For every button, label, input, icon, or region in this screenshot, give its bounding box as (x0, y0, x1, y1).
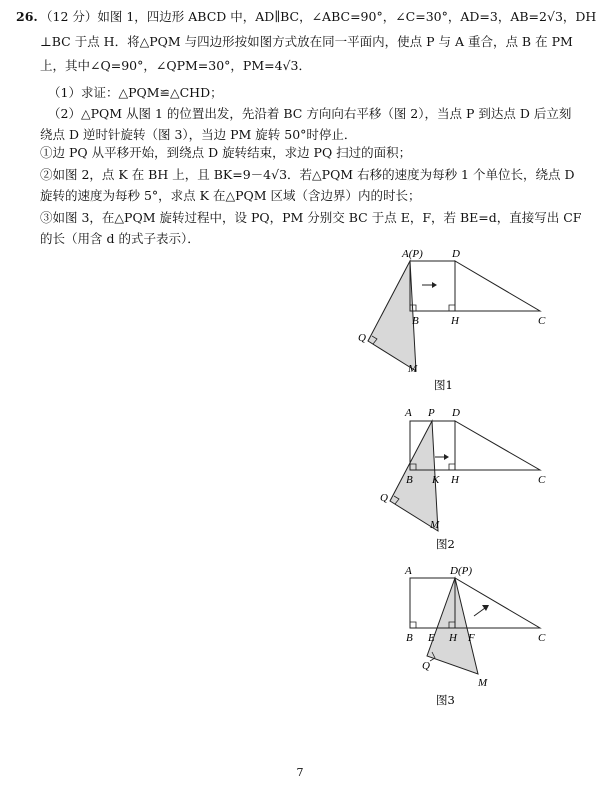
arrow-head-fig1 (432, 282, 437, 288)
label-k: K (432, 474, 440, 486)
label-a: A (405, 407, 412, 419)
sub-question-3-line-1: ③如图 3，在△PQM 旋转过程中，设 PQ，PM 分别交 BC 于点 E，F，若 BE=d，直接写出 CF (40, 210, 582, 225)
quad-triangle-fig1 (455, 261, 540, 311)
label-f: F (468, 632, 475, 644)
figure-2 (350, 403, 600, 563)
figure-2-caption: 图2 (436, 537, 455, 551)
right-angle-h-fig2 (449, 464, 455, 470)
label-c: C (538, 632, 546, 644)
right-angle-h-fig1 (449, 305, 455, 311)
label-a-p: A(P) (402, 248, 423, 260)
page-number: 7 (296, 766, 304, 779)
figure-1 (350, 245, 600, 405)
arrow-head-fig2 (444, 454, 449, 460)
question-line-2: ⊥BC 于点 H．将△PQM 与四边形按如图方式放在同一平面内，使点 P 与 A 重合，点 B 在 PM (40, 34, 573, 49)
quad-triangle-fig3 (455, 578, 540, 628)
right-angle-b-fig3 (410, 622, 416, 628)
part-1-line: （1）求证：△PQM≌△CHD； (48, 85, 223, 100)
triangle-pqm-fig1 (368, 261, 416, 371)
label-q: Q (422, 660, 430, 672)
label-d: D (452, 248, 460, 260)
question-line-3: 上，其中∠Q=90°，∠QPM=30°，PM=4√3． (40, 58, 311, 73)
label-b: B (406, 474, 413, 486)
label-a: A (405, 565, 412, 577)
arrow-up-right-fig3 (474, 608, 485, 616)
sub-question-2-line-2: 旋转的速度为每秒 5°，求点 K 在△PQM 区域（含边界）内的时长； (40, 188, 421, 203)
label-p: P (428, 407, 435, 419)
label-b: B (406, 632, 413, 644)
triangle-pqm-fig2 (390, 421, 438, 531)
label-h: H (449, 632, 457, 644)
label-c: C (538, 474, 546, 486)
sub-question-3-line-2: 的长（用含 d 的式子表示）． (40, 231, 200, 246)
quad-triangle-fig2 (455, 421, 540, 470)
sub-question-2-line-1: ②如图 2，点 K 在 BH 上，且 BK=9－4√3．若△PQM 右移的速度为每秒 1 个单位长，绕点 D (40, 167, 575, 182)
question-line-1: （12 分）如图 1，四边形 ABCD 中，AD∥BC，∠ABC=90°，∠C=30°，AD=3，AB=2√3，DH (40, 9, 597, 24)
figure-1-caption: 图1 (434, 378, 453, 392)
label-q: Q (380, 492, 388, 504)
label-d-p: D(P) (450, 565, 472, 577)
figure-3 (350, 562, 600, 712)
label-h: H (451, 315, 459, 327)
part-2-line-1: （2）△PQM 从图 1 的位置出发，先沿着 BC 方向向右平移（图 2），当点 P 到达点 D 后立刻 (48, 106, 572, 121)
part-2-line-2: 绕点 D 逆时针旋转（图 3），当边 PM 旋转 50°时停止． (40, 127, 357, 142)
triangle-pqm-fig3 (427, 578, 478, 674)
label-m: M (430, 519, 440, 531)
label-h: H (451, 474, 459, 486)
label-d: D (452, 407, 460, 419)
figure-3-caption: 图3 (436, 693, 455, 707)
label-m: M (478, 677, 488, 689)
label-e: E (428, 632, 435, 644)
label-q: Q (358, 332, 366, 344)
label-b: B (412, 315, 419, 327)
label-m: M (408, 363, 418, 375)
sub-question-1: ①边 PQ 从平移开始，到绕点 D 旋转结束，求边 PQ 扫过的面积； (40, 145, 412, 160)
label-c: C (538, 315, 546, 327)
question-number: 26. (16, 9, 38, 24)
arrow-head-fig3 (482, 605, 489, 611)
